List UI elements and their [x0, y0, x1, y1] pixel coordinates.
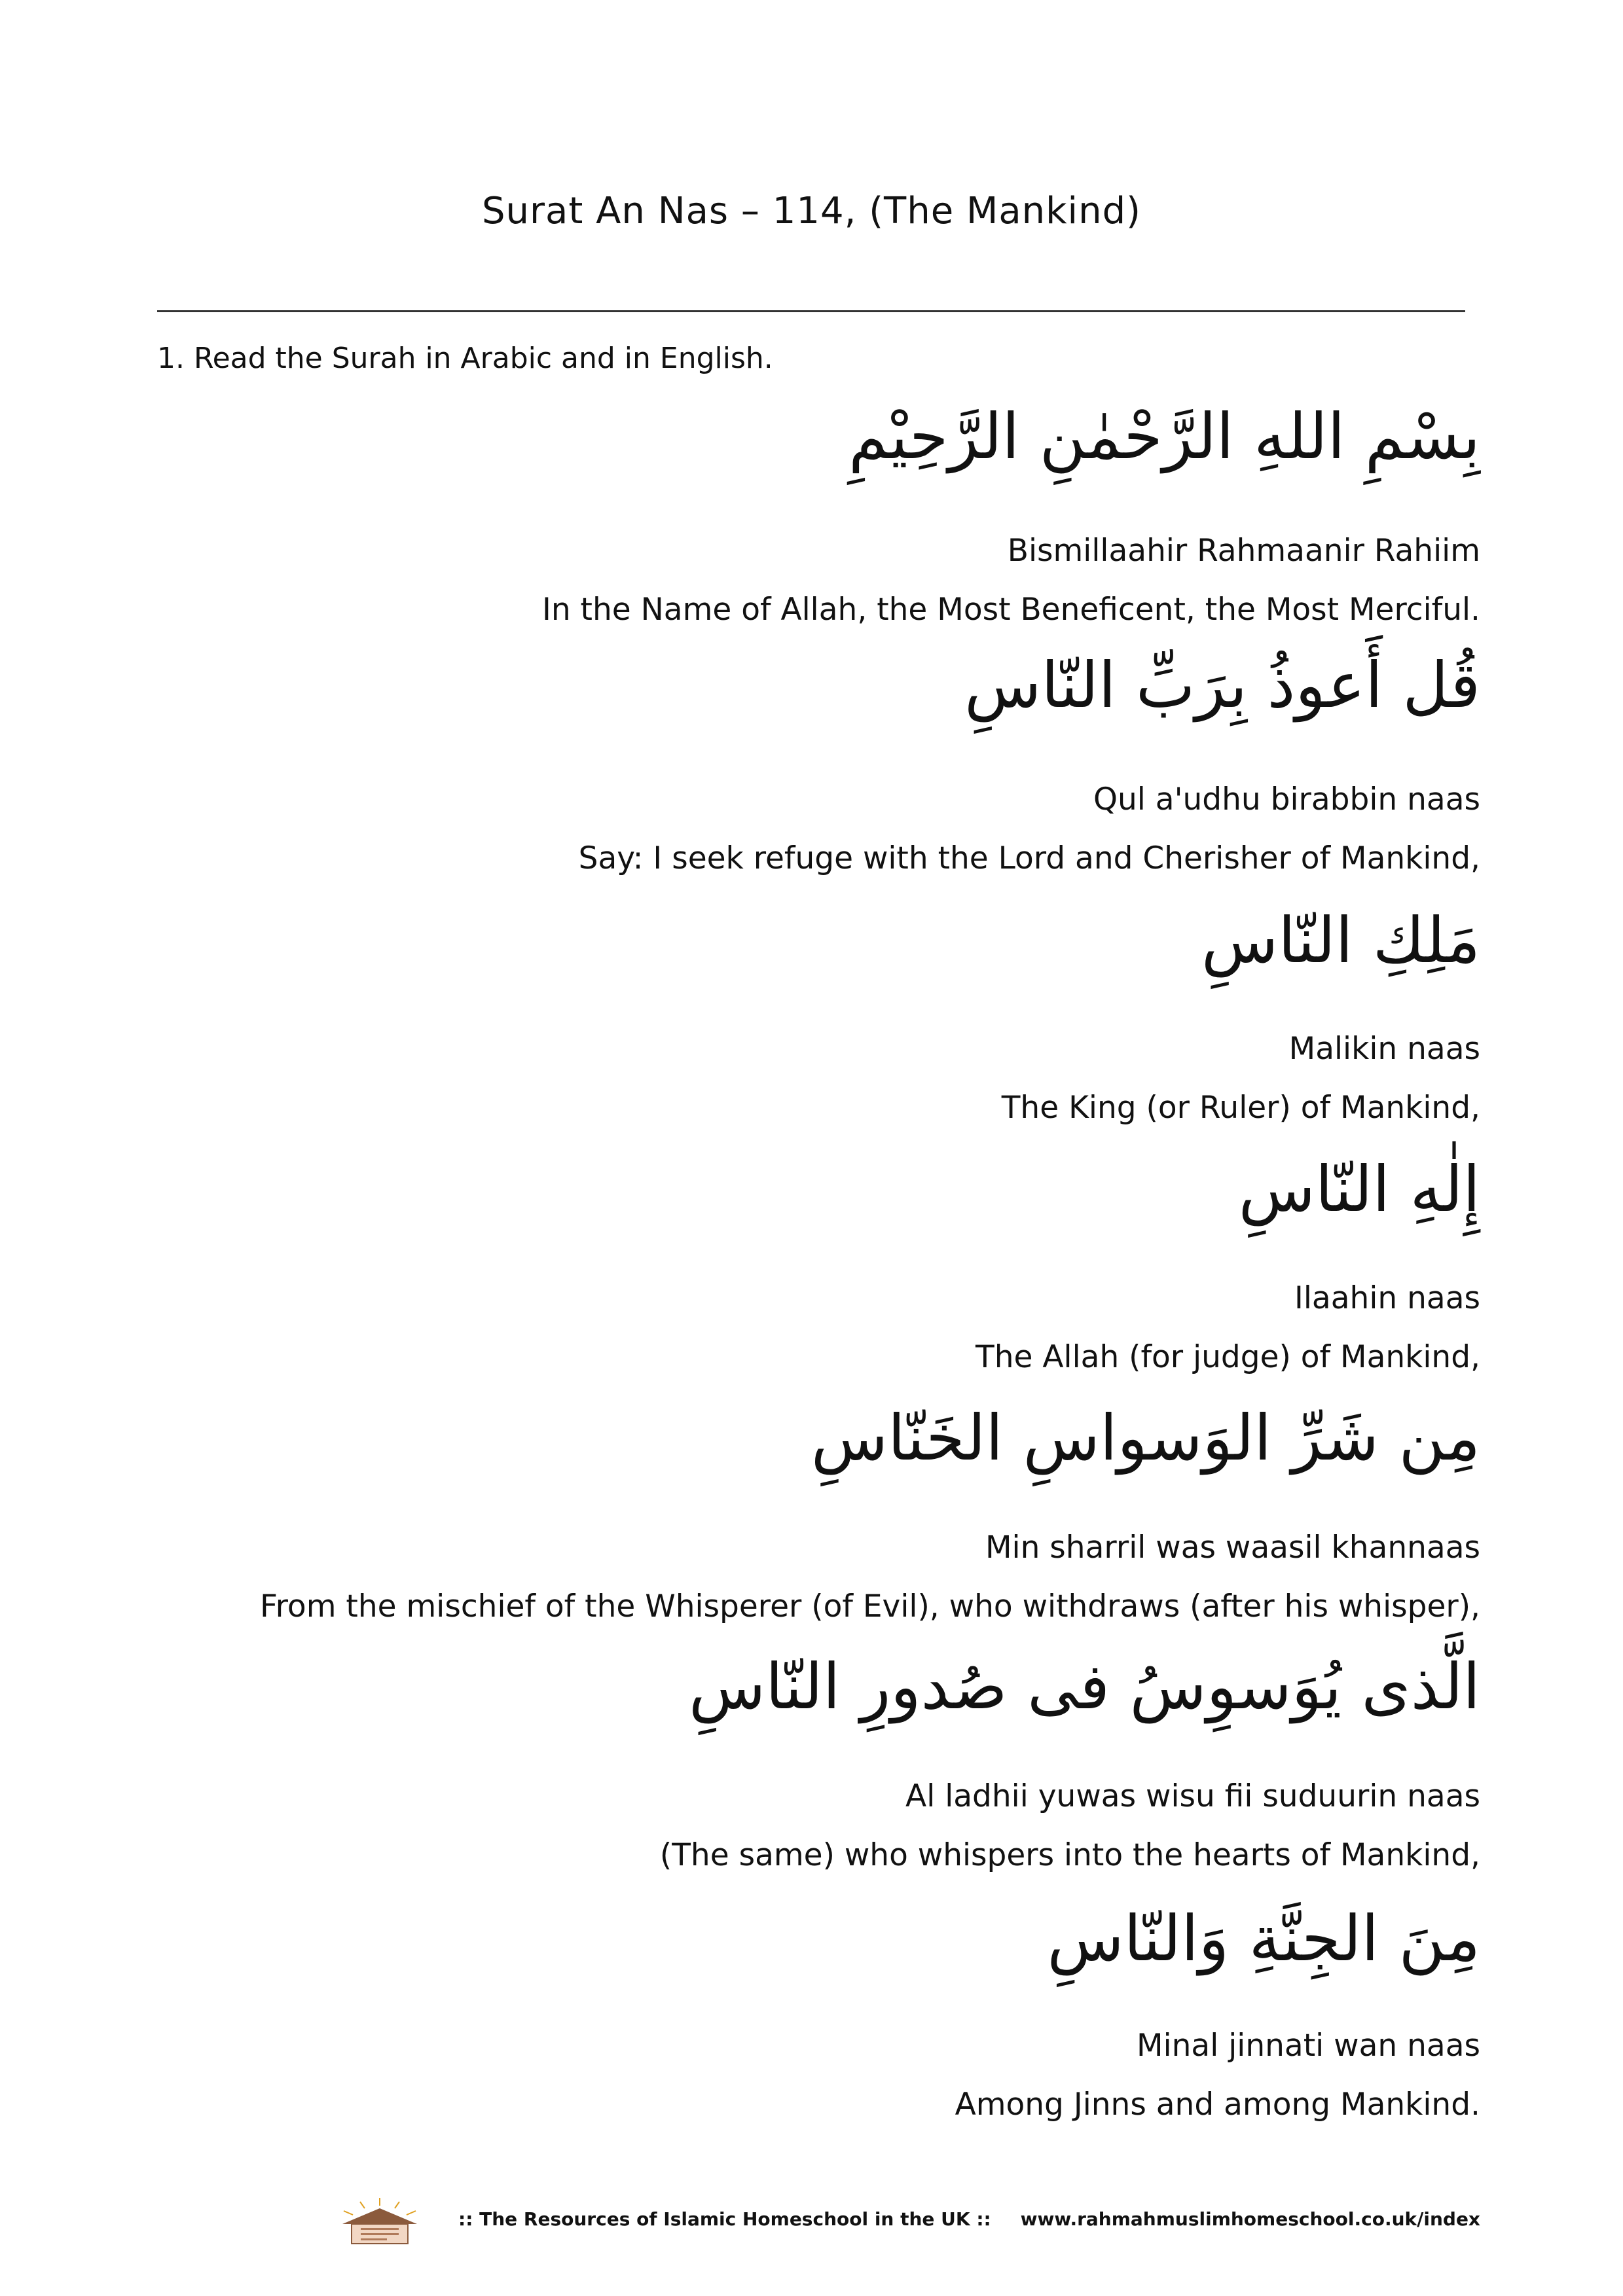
verse-7-transliteration: Minal jinnati wan naas: [1137, 2028, 1480, 2064]
page-title: Surat An Nas – 114, (The Mankind): [481, 190, 1141, 232]
verse-7-english: Among Jinns and among Mankind.: [955, 2087, 1480, 2123]
verse-2-arabic: قُل أَعوذُ بِرَبِّ النّاسِ: [964, 649, 1480, 722]
verse-4-transliteration: Ilaahin naas: [1294, 1280, 1480, 1316]
verse-2-transliteration: Qul a'udhu birabbin naas: [1093, 781, 1480, 817]
verse-5-arabic: مِن شَرِّ الوَسواسِ الخَنّاسِ: [811, 1401, 1480, 1475]
homeschool-logo-icon: [331, 2195, 429, 2248]
verse-5-english: From the mischief of the Whisperer (of Evil), who withdraws (after his whisper),: [260, 1588, 1480, 1624]
verse-1-english: In the Name of Allah, the Most Beneficent, the Most Merciful.: [541, 592, 1480, 628]
verse-4-english: The Allah (for judge) of Mankind,: [976, 1339, 1480, 1375]
verse-3-transliteration: Malikin naas: [1288, 1031, 1480, 1067]
verse-2-english: Say: I seek refuge with the Lord and Cherisher of Mankind,: [578, 840, 1480, 876]
verse-5-transliteration: Min sharril was waasil khannaas: [985, 1530, 1480, 1566]
verse-4-arabic: إِلٰهِ النّاسِ: [1238, 1153, 1480, 1226]
verse-1-transliteration: Bismillaahir Rahmaanir Rahiim: [1007, 533, 1480, 569]
verse-6-arabic: الَّذى يُوَسوِسُ فى صُدورِ النّاسِ: [689, 1650, 1480, 1723]
title-divider: [157, 310, 1465, 312]
verse-3-english: The King (or Ruler) of Mankind,: [1001, 1090, 1480, 1126]
page-footer: [0, 2195, 1623, 2248]
verse-1-arabic: بِسْمِ اللهِ الرَّحْمٰنِ الرَّحِيْمِ: [848, 400, 1480, 473]
verse-6-transliteration: Al ladhii yuwas wisu fii suduurin naas: [905, 1778, 1480, 1814]
verse-7-arabic: مِنَ الجِنَّةِ وَالنّاسِ: [1047, 1902, 1480, 1975]
instruction-text: 1. Read the Surah in Arabic and in English.: [157, 342, 773, 375]
verse-3-arabic: مَلِكِ النّاسِ: [1201, 904, 1480, 977]
footer-url-link[interactable]: www.rahmahmuslimhomeschool.co.uk/index: [1020, 2208, 1480, 2230]
footer-credit: :: The Resources of Islamic Homeschool in the UK ::: [458, 2208, 991, 2230]
verse-6-english: (The same) who whispers into the hearts of Mankind,: [659, 1837, 1480, 1873]
